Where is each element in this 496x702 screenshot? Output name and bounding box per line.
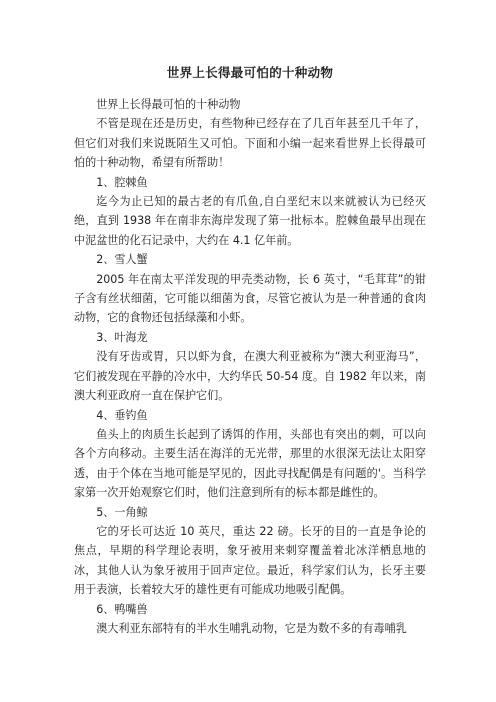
intro-label: 世界上长得最可怕的十种动物 xyxy=(96,98,241,111)
section-body-3: 没有牙齿或胃，只以虾为食，在澳大利亚被称为“澳大利亚海马”，它们被发现在平静的冷水中，大约华氏 50-54 度。自 1982 年以来，南澳大利亚政府一直在保护它们。 xyxy=(74,350,426,403)
section-heading-3: 3、叶海龙 xyxy=(96,330,148,344)
section-body-4: 鱼头上的肉质生长起到了诱饵的作用，头部也有突出的刺，可以向各个方向移动。主要生活在海洋的无光带，那里的水很深无法让太阳穿透，由于个体在当地可能是罕见的，因此寻找配偶是有问题的'。当科学家第一次开始观察它们时，他们注意到所有的标本都是雌性的。 xyxy=(74,427,426,500)
section-heading-4: 4、垂钓鱼 xyxy=(96,408,148,422)
section-body-6: 澳大利亚东部特有的半水生哺乳动物，它是为数不多的有毒哺乳 xyxy=(96,621,407,635)
section-heading-1: 1、腔棘鱼 xyxy=(96,175,148,189)
section-body-5: 它的牙长可达近 10 英尺，重达 22 磅。长牙的目的一直是争论的焦点，早期的科学理论表明，象牙被用来刺穿覆盖着北冰洋栖息地的冰，其他人认为象牙被用于回声定位。最近，科学家们认为，长牙主要用于表演，长着较大牙的雄性更有可能成功地吸引配偶。 xyxy=(74,524,426,597)
section-heading-5: 5、一角鲸 xyxy=(96,505,148,519)
section-heading-2: 2、雪人蟹 xyxy=(96,253,148,267)
intro-paragraph: 不管是现在还是历史，有些物种已经存在了几百年甚至几千年了，但它们对我们来说既陌生又可怕。下面和小编一起来看世界上长得最可怕的十种动物，希望有所帮助！ xyxy=(74,117,426,170)
document-title: 世界上长得最可怕的十种动物 xyxy=(166,65,334,80)
section-body-2: 2005 年在南太平洋发现的甲壳类动物，长 6 英寸，“毛茸茸”的钳子含有丝状细菌，它可能以细菌为食，尽管它被认为是一种普通的食肉动物，它的食物还包括绿藻和小虾。 xyxy=(74,272,426,325)
section-heading-6: 6、鸭嘴兽 xyxy=(96,602,148,616)
section-body-1: 迄今为止已知的最古老的有爪鱼,自白垩纪末以来就被认为已经灭绝，直到 1938 年在南非东海岸发现了第一批标本。腔棘鱼最早出现在中泥盆世的化石记录中，大约在 4.1 亿年前。 xyxy=(74,195,426,247)
